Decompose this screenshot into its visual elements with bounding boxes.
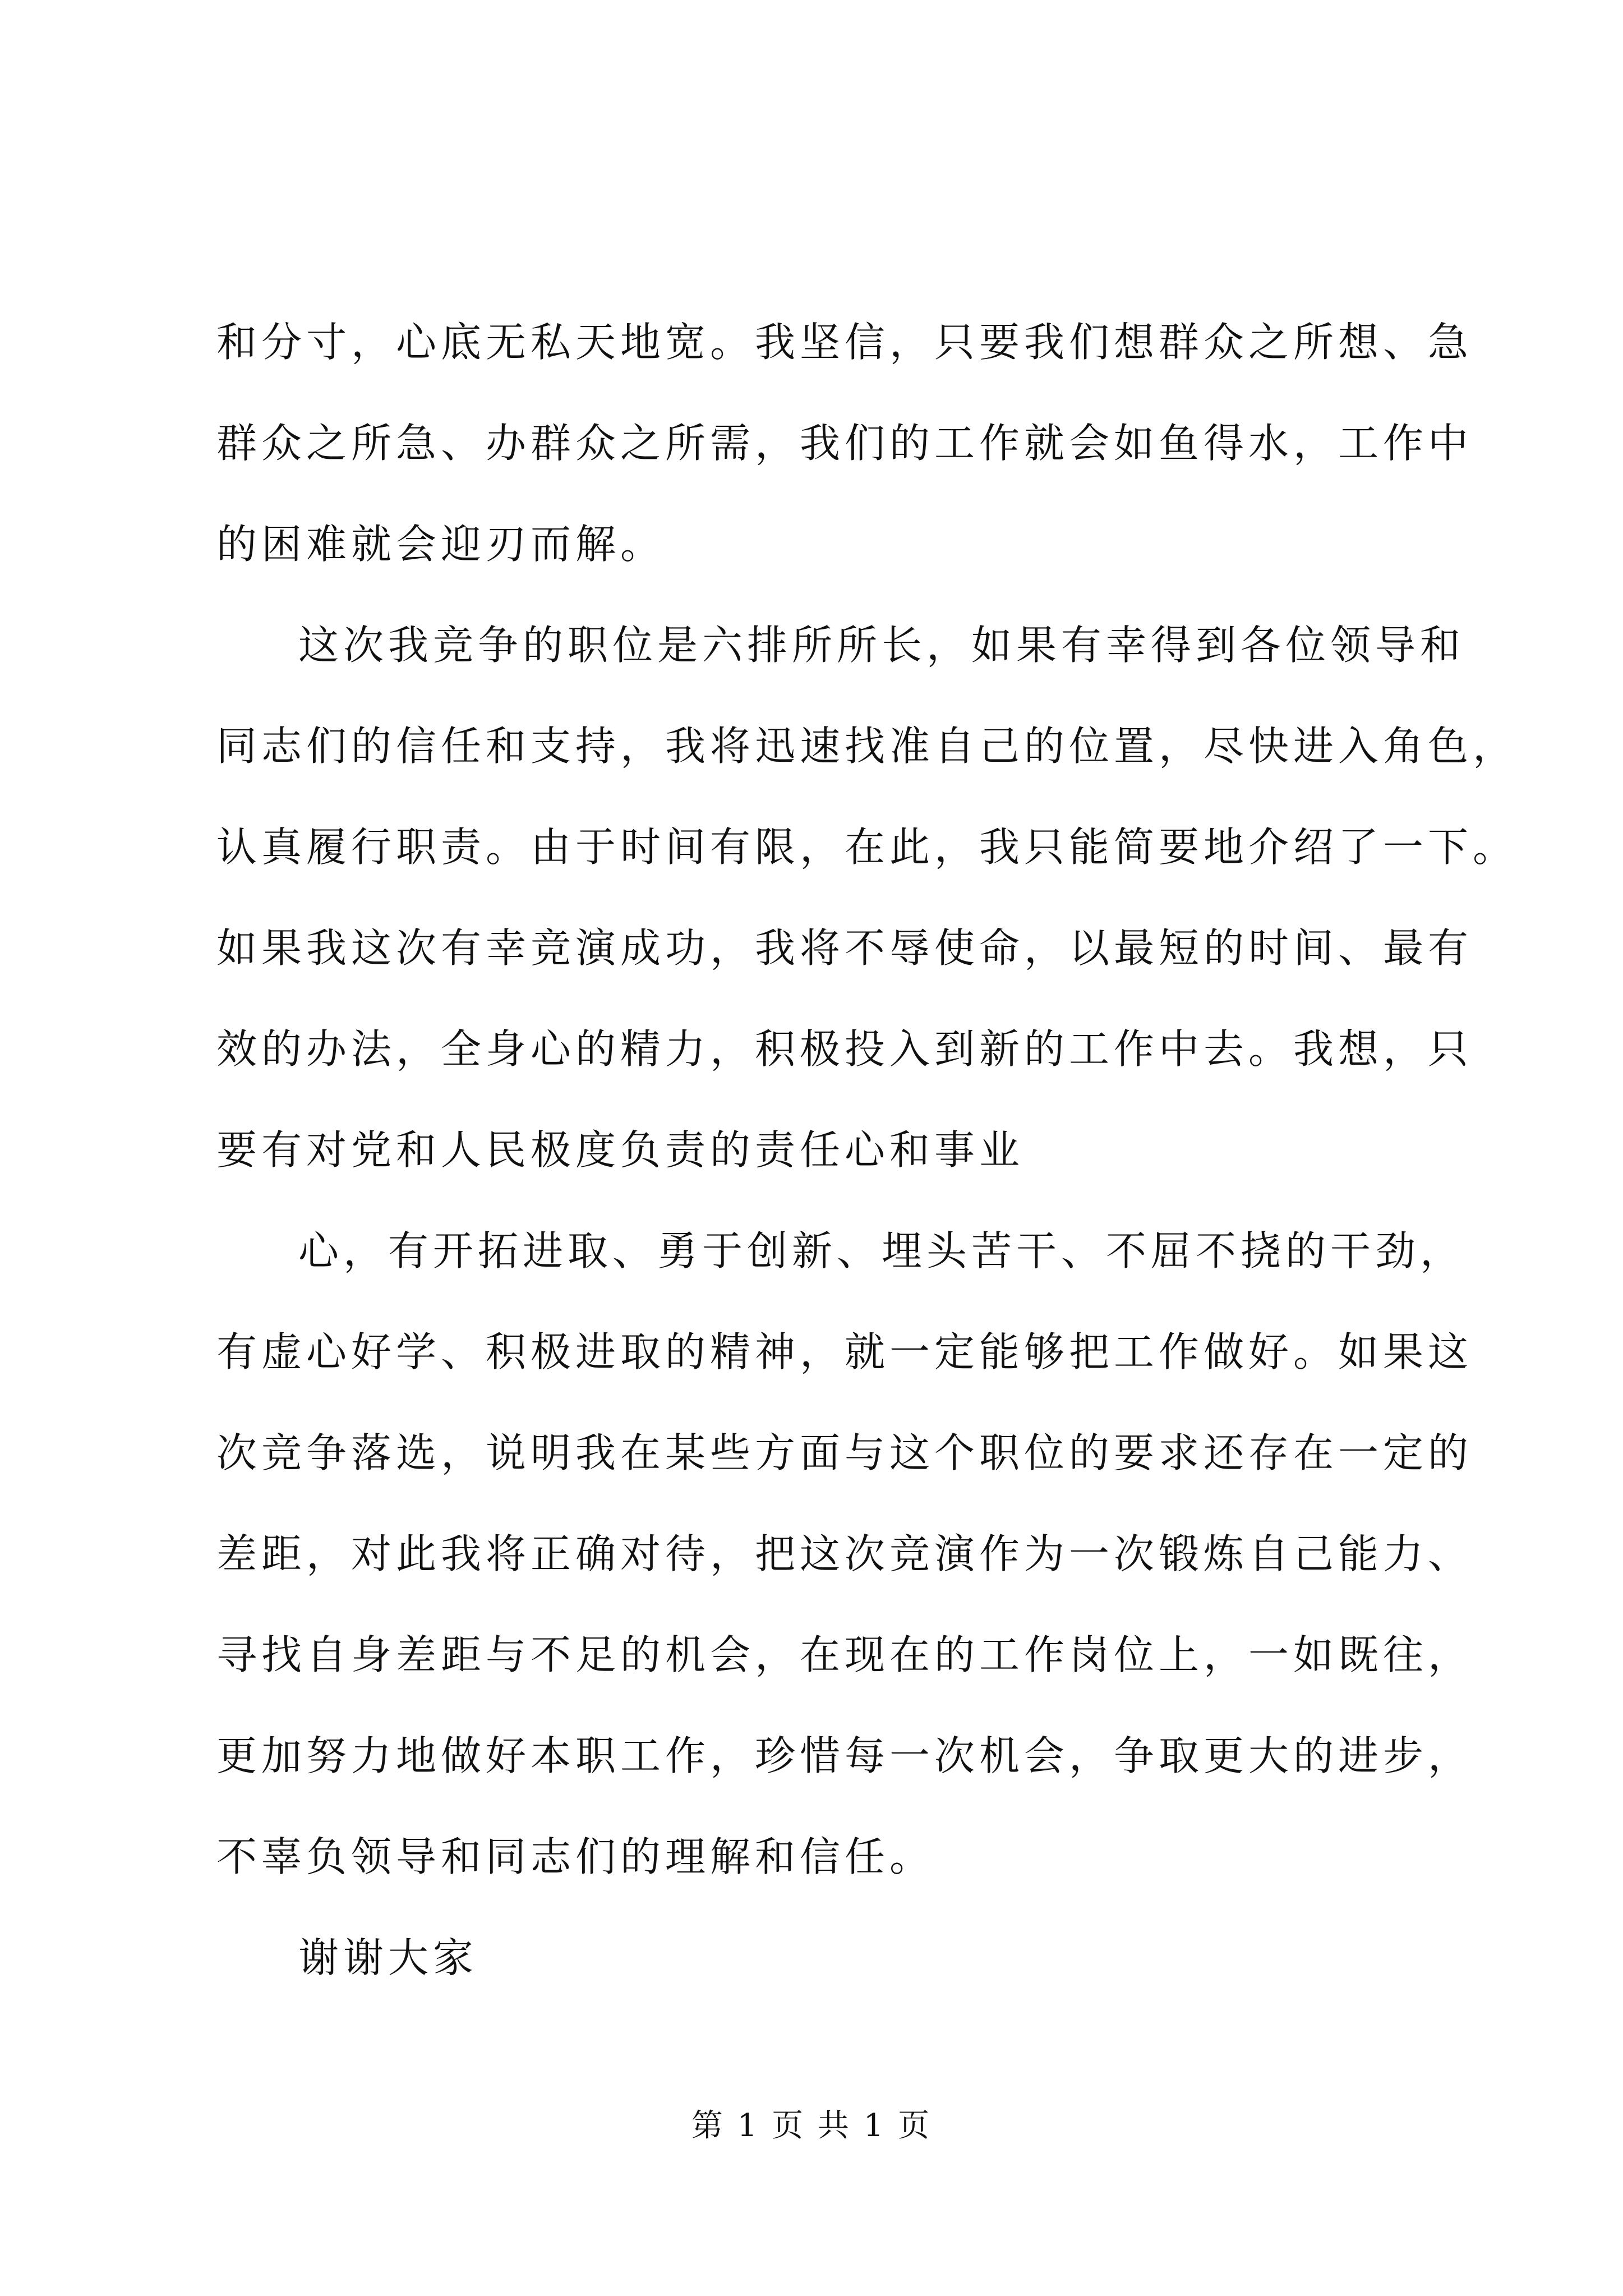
body-line: 次竞争落选，说明我在某些方面与这个职位的要求还存在一定的: [216, 1429, 1473, 1476]
body-line: 和分寸，心底无私天地宽。我坚信，只要我们想群众之所想、急: [216, 319, 1473, 366]
body-line: 要有对党和人民极度负责的责任心和事业: [216, 1126, 1025, 1174]
body-line: 差距，对此我将正确对待，把这次竞演作为一次锻炼自己能力、: [216, 1530, 1473, 1577]
body-line: 有虚心好学、积极进取的精神，就一定能够把工作做好。如果这: [216, 1328, 1473, 1375]
body-line: 的困难就会迎刃而解。: [216, 521, 666, 568]
body-line: 同志们的信任和支持，我将迅速找准自己的位置，尽快进入角色，: [216, 723, 1518, 770]
body-line: 效的办法，全身心的精力，积极投入到新的工作中去。我想，只: [216, 1025, 1473, 1073]
body-line: 群众之所急、办群众之所需，我们的工作就会如鱼得水，工作中: [216, 420, 1473, 467]
document-body: [216, 292, 1518, 2008]
page-footer: 第 1 页 共 1 页: [691, 2108, 932, 2144]
body-line: 如果我这次有幸竞演成功，我将不辱使命，以最短的时间、最有: [216, 924, 1473, 972]
paragraph-start-line: 这次我竞争的职位是六排所所长，如果有幸得到各位领导和: [298, 622, 1465, 669]
body-line: 认真履行职责。由于时间有限，在此，我只能简要地介绍了一下。: [216, 823, 1518, 871]
body-line: 寻找自身差距与不足的机会，在现在的工作岗位上，一如既往，: [216, 1631, 1473, 1678]
paragraph-start-line: 心，有开拓进取、勇于创新、埋头苦干、不屈不挠的干劲，: [298, 1227, 1465, 1274]
closing-line: 谢谢大家: [298, 1934, 478, 1981]
body-line: 不辜负领导和同志们的理解和信任。: [216, 1833, 935, 1880]
body-line: 更加努力地做好本职工作，珍惜每一次机会，争取更大的进步，: [216, 1732, 1473, 1779]
